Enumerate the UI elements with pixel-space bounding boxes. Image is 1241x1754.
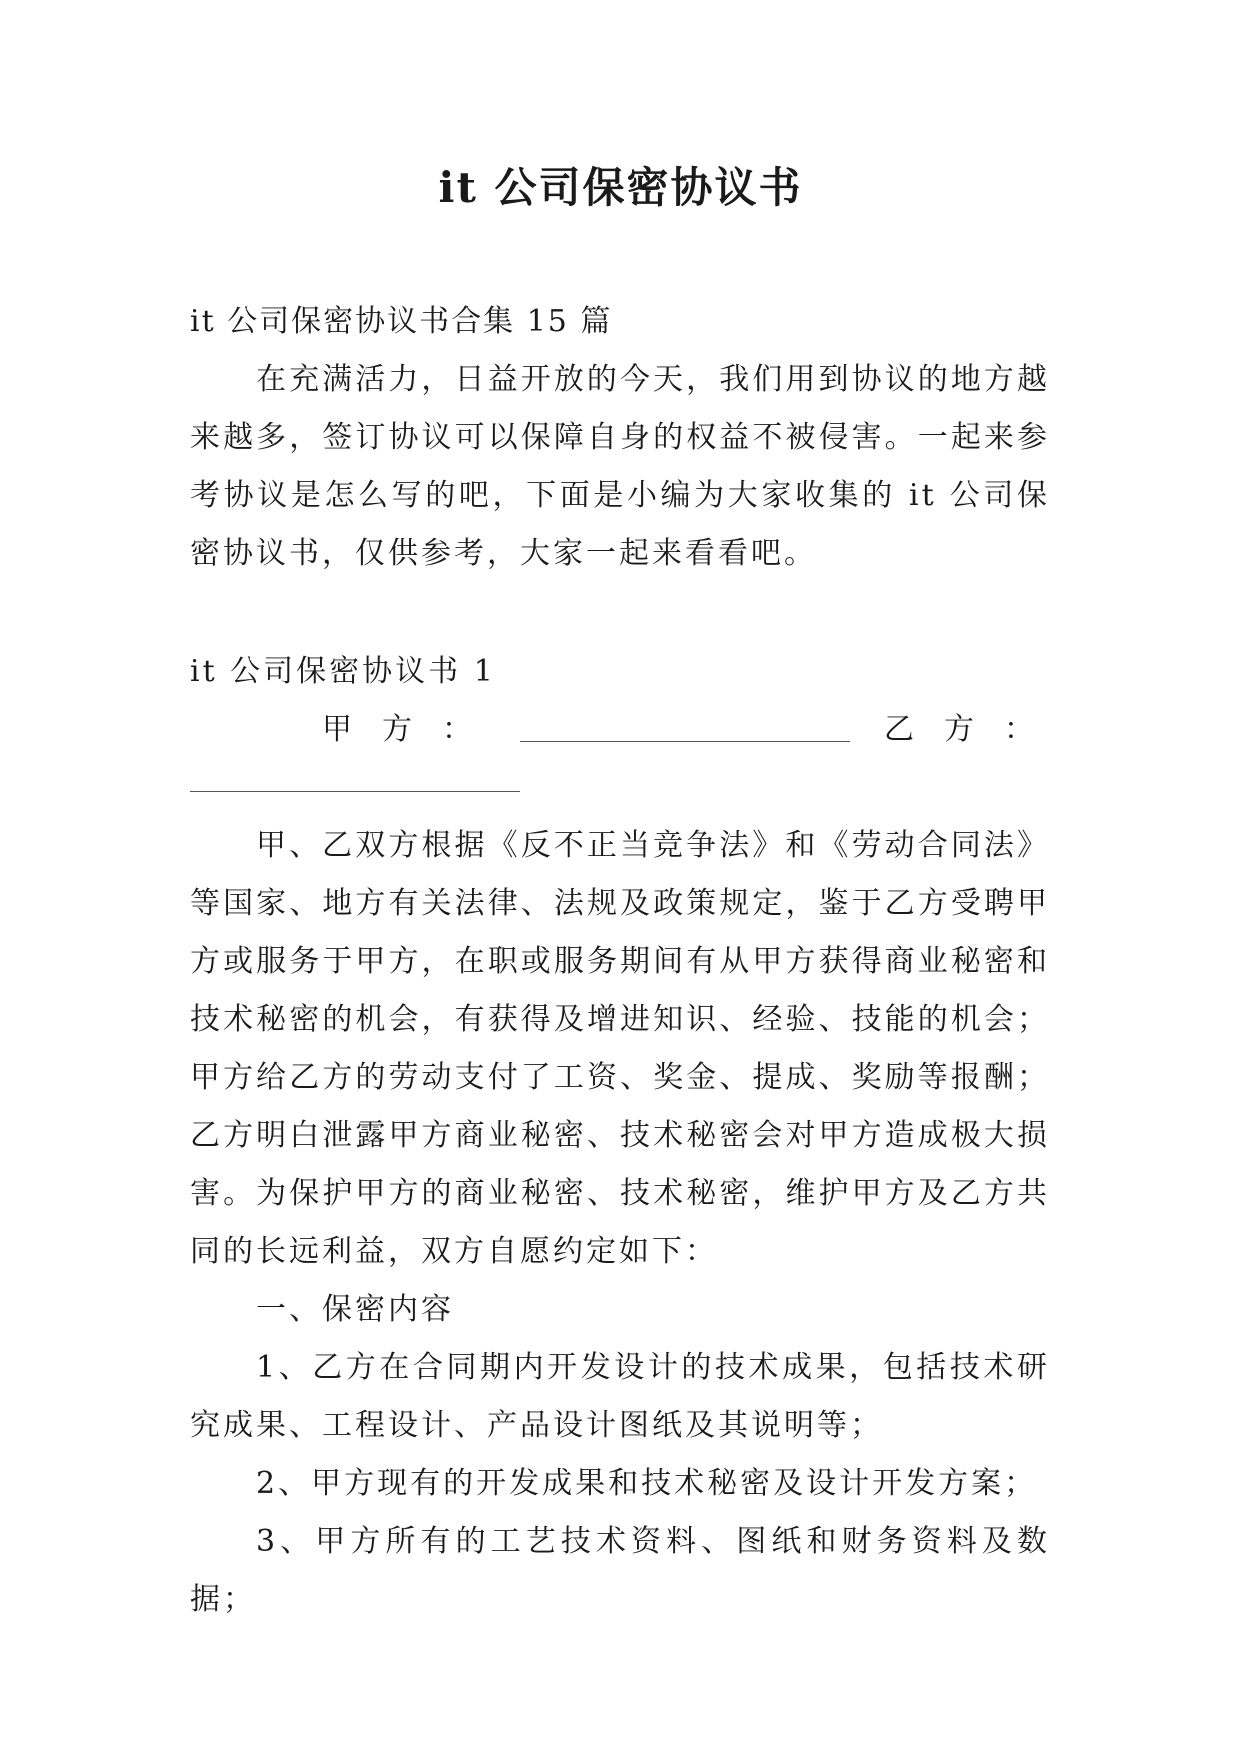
document-body [190, 293, 1064, 1629]
clause-heading: 一、保密内容 [256, 1292, 454, 1327]
document-subtitle: it 公司保密协议书合集 15 篇 [190, 304, 613, 339]
clause-item: 3、甲方所有的工艺技术资料、图纸和财务资料及数据； [190, 1524, 1050, 1617]
section-heading: it 公司保密协议书 1 [190, 654, 496, 689]
document-title: it 公司保密协议书 [438, 163, 803, 212]
intro-paragraph: 在充满活力，日益开放的今天，我们用到协议的地方越来越多，签订协议可以保障自身的权益不被侵害。一起来参考协议是怎么写的吧，下面是小编为大家收集的 it 公司保密协议书，仅供参考，大家一起来看看吧。 [190, 362, 1050, 571]
party-b-blank-row [190, 759, 1050, 817]
clause-item: 2、甲方现有的开发成果和技术秘密及设计开发方案； [256, 1466, 1038, 1501]
preamble-paragraph: 甲、乙双方根据《反不正当竞争法》和《劳动合同法》等国家、地方有关法律、法规及政策规定，鉴于乙方受聘甲方或服务于甲方，在职或服务期间有从甲方获得商业秘密和技术秘密的机会，有获得及增进知识、经验、技能的机会；甲方给乙方的劳动支付了工资、奖金、提成、奖励等报酬；乙方明白泄露甲方商业秘密、技术秘密会对甲方造成极大损害。为保护甲方的商业秘密、技术秘密，维护甲方及乙方共同的长远利益，双方自愿约定如下： [190, 828, 1050, 1269]
party-b-blank-line [190, 791, 520, 792]
party-a-blank-line [520, 741, 850, 742]
clause-item: 1、乙方在合同期内开发设计的技术成果，包括技术研究成果、工程设计、产品设计图纸及其说明等； [190, 1350, 1050, 1443]
parties-row [190, 701, 1064, 759]
party-a-label: 甲方： [322, 712, 502, 747]
party-b-label: 乙方： [884, 712, 1064, 747]
